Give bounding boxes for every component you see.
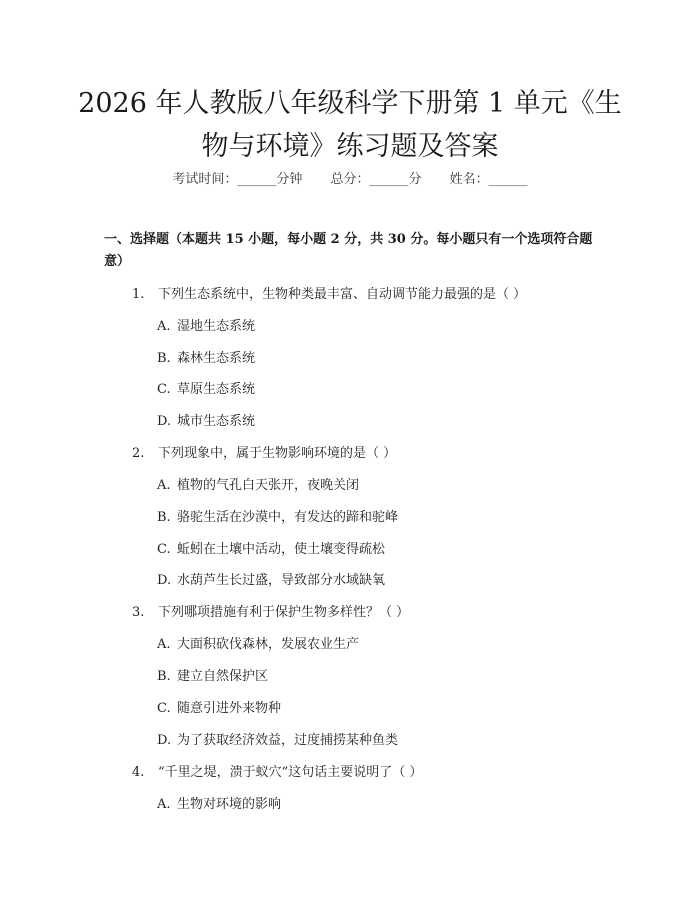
title-line-2: 物与环境》练习题及答案 [201,131,499,162]
option-text: 随意引进外来物种 [177,701,282,716]
option-letter: C. [157,701,171,716]
question-1 [132,283,526,302]
question-number: 2. [132,446,145,461]
option-text: 骆驼生活在沙漠中，有发达的蹄和驼峰 [177,510,399,525]
option-letter: A. [157,478,171,493]
option-letter: A. [157,637,171,652]
question-2 [132,442,396,461]
option-text: 森林生态系统 [177,351,256,366]
option-letter: D. [157,733,172,748]
q2-option-d [157,569,385,588]
q2-option-a [157,474,359,493]
title-line-1: 2026 年人教版八年级科学下册第 1 单元《生 [78,88,622,119]
option-text: 湿地生态系统 [177,319,256,334]
option-text: 城市生态系统 [177,414,256,429]
q3-option-d [157,729,398,748]
q3-option-c [157,697,281,716]
section-heading: 一、选择题（本题共 15 小题，每小题 2 分，共 30 分。每小题只有一个选项符合题意） [104,232,593,269]
q3-option-a [157,633,359,652]
option-letter: A. [157,319,171,334]
option-text: 大面积砍伐森林，发展农业生产 [177,637,360,652]
question-text: 下列哪项措施有利于保护生物多样性？（ ） [158,605,410,620]
question-text: 下列现象中，属于生物影响环境的是（ ） [158,446,397,461]
exam-time: 考试时间：______分钟 [172,172,303,187]
question-number: 1. [132,287,145,302]
option-letter: B. [157,510,171,525]
total-score: 总分：______分 [330,172,422,187]
q2-option-b [157,506,398,525]
question-number: 4. [132,765,145,780]
option-text: 为了获取经济效益，过度捕捞某种鱼类 [177,733,399,748]
question-text: 下列生态系统中，生物种类最丰富、自动调节能力最强的是（ ） [158,287,527,302]
option-text: 生物对环境的影响 [177,797,282,812]
question-4 [132,761,422,780]
option-letter: C. [157,382,171,397]
q2-option-c [157,538,385,557]
option-letter: B. [157,351,171,366]
option-letter: C. [157,542,171,557]
option-letter: A. [157,797,171,812]
option-text: 建立自然保护区 [177,669,269,684]
option-letter: B. [157,669,171,684]
option-text: 蚯蚓在土壤中活动，使土壤变得疏松 [177,542,386,557]
option-letter: D. [157,414,172,429]
q1-option-c [157,378,255,397]
q1-option-a [157,315,255,334]
document-title [60,82,640,168]
option-letter: D. [157,573,172,588]
q1-option-d [157,410,255,429]
q3-option-b [157,665,268,684]
question-number: 3. [132,605,145,620]
option-text: 水葫芦生长过盛，导致部分水域缺氧 [177,573,386,588]
exam-info [0,168,700,187]
student-name: 姓名：______ [449,172,528,187]
q4-option-a [157,793,281,812]
question-text: “千里之堤，溃于蚁穴”这句话主要说明了（ ） [158,765,423,780]
option-text: 植物的气孔白天张开，夜晚关闭 [177,478,360,493]
option-text: 草原生态系统 [177,382,256,397]
question-3 [132,601,409,620]
q1-option-b [157,347,255,366]
